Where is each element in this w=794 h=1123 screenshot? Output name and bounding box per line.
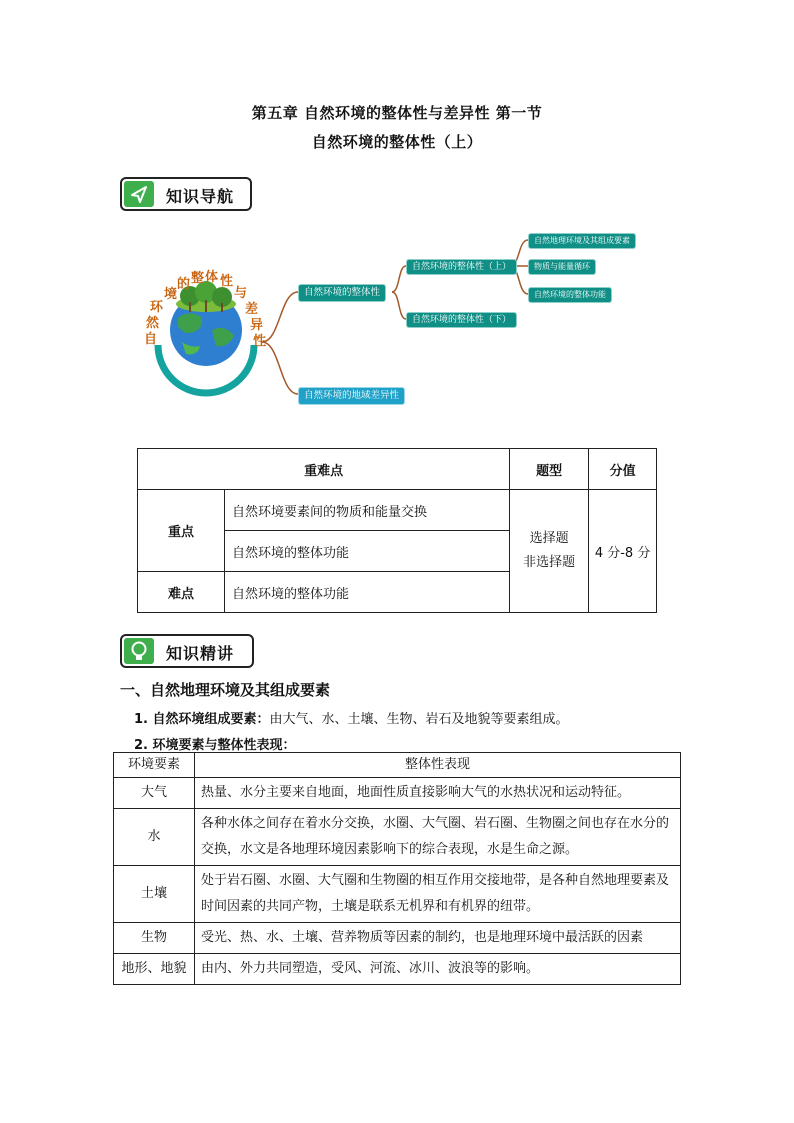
element-name: 土壤 xyxy=(114,866,195,923)
page-title-line1: 第五章 自然环境的整体性与差异性 第一节 xyxy=(251,104,543,122)
paragraph-1-label: 1. 自然环境组成要素： xyxy=(134,712,270,727)
mindmap-node-integrity: 自然环境的整体性 xyxy=(298,284,386,302)
table-row xyxy=(114,866,681,923)
hard-item: 自然环境的整体功能 xyxy=(225,572,510,613)
key-item: 自然环境的整体功能 xyxy=(225,531,510,572)
element-desc: 受光、热、水、土壤、营养物质等因素的制约，也是地理环境中最活跃的因素 xyxy=(195,923,681,954)
table-header: 题型 xyxy=(510,449,589,490)
table-header: 分值 xyxy=(589,449,657,490)
center-char: 然 xyxy=(146,316,160,331)
mindmap-node-integrity-lower: 自然环境的整体性（下） xyxy=(406,312,517,328)
table-row xyxy=(114,923,681,954)
table-header: 环境要素 xyxy=(114,753,195,778)
row-label-hard: 难点 xyxy=(138,572,225,613)
score-cell: 4 分-8 分 xyxy=(589,490,657,613)
center-char: 环 xyxy=(150,300,164,315)
mindmap-node-function: 自然环境的整体功能 xyxy=(528,287,612,303)
center-char: 境 xyxy=(164,287,178,302)
element-name: 大气 xyxy=(114,778,195,809)
center-char: 与 xyxy=(234,286,248,301)
table-header: 重难点 xyxy=(138,449,510,490)
center-char: 整 xyxy=(191,271,205,286)
center-char: 性 xyxy=(253,334,267,349)
key-item: 自然环境要素间的物质和能量交换 xyxy=(225,490,510,531)
element-desc: 热量、水分主要来自地面，地面性质直接影响大气的水热状况和运动特征。 xyxy=(195,778,681,809)
element-name: 生物 xyxy=(114,923,195,954)
lightbulb-icon xyxy=(124,638,154,664)
table-row xyxy=(114,809,681,866)
knowledge-nav-label: 知识导航 xyxy=(166,187,235,206)
element-desc: 处于岩石圈、水圈、大气圈和生物圈的相互作用交接地带，是各种自然地理要素及时间因素的共同产物，土壤是联系无机界和有机界的纽带。 xyxy=(195,866,681,923)
center-char: 性 xyxy=(220,274,234,289)
element-name: 水 xyxy=(114,809,195,866)
table-header: 整体性表现 xyxy=(195,753,681,778)
question-type-cell xyxy=(510,490,589,613)
table-row xyxy=(114,954,681,985)
center-char: 的 xyxy=(177,277,191,292)
mindmap-node-components: 自然地理环境及其组成要素 xyxy=(528,233,636,249)
question-type: 选择题 xyxy=(529,531,569,546)
center-char: 差 xyxy=(245,302,259,317)
center-char: 体 xyxy=(205,270,219,285)
mindmap-node-cycles: 物质与能量循环 xyxy=(528,259,596,275)
element-table xyxy=(113,752,681,985)
mindmap-node-integrity-upper: 自然环境的整体性（上） xyxy=(406,259,517,275)
knowledge-lecture-badge xyxy=(120,634,254,668)
row-label-key: 重点 xyxy=(138,490,225,572)
center-char: 自 xyxy=(144,332,158,347)
key-points-table xyxy=(137,448,657,613)
element-desc: 各种水体之间存在着水分交换，水圈、大气圈、岩石圈、生物圈之间也存在水分的交换，水文是各地理环境因素影响下的综合表现，水是生命之源。 xyxy=(195,809,681,866)
question-type: 非选择题 xyxy=(523,555,576,570)
section-heading: 一、自然地理环境及其组成要素 xyxy=(120,681,331,699)
paragraph-2-label: 2. 环境要素与整体性表现： xyxy=(134,738,296,753)
knowledge-lecture-label: 知识精讲 xyxy=(166,644,235,663)
center-char: 异 xyxy=(250,318,264,333)
element-desc: 由内、外力共同塑造，受风、河流、冰川、波浪等的影响。 xyxy=(195,954,681,985)
table-row xyxy=(114,778,681,809)
page-title-line2: 自然环境的整体性（上） xyxy=(311,133,483,151)
mindmap-node-difference: 自然环境的地域差异性 xyxy=(298,387,405,405)
paragraph-1 xyxy=(134,708,569,727)
paragraph-1-text: 由大气、水、土壤、生物、岩石及地貌等要素组成。 xyxy=(269,712,569,727)
element-name: 地形、地貌 xyxy=(114,954,195,985)
